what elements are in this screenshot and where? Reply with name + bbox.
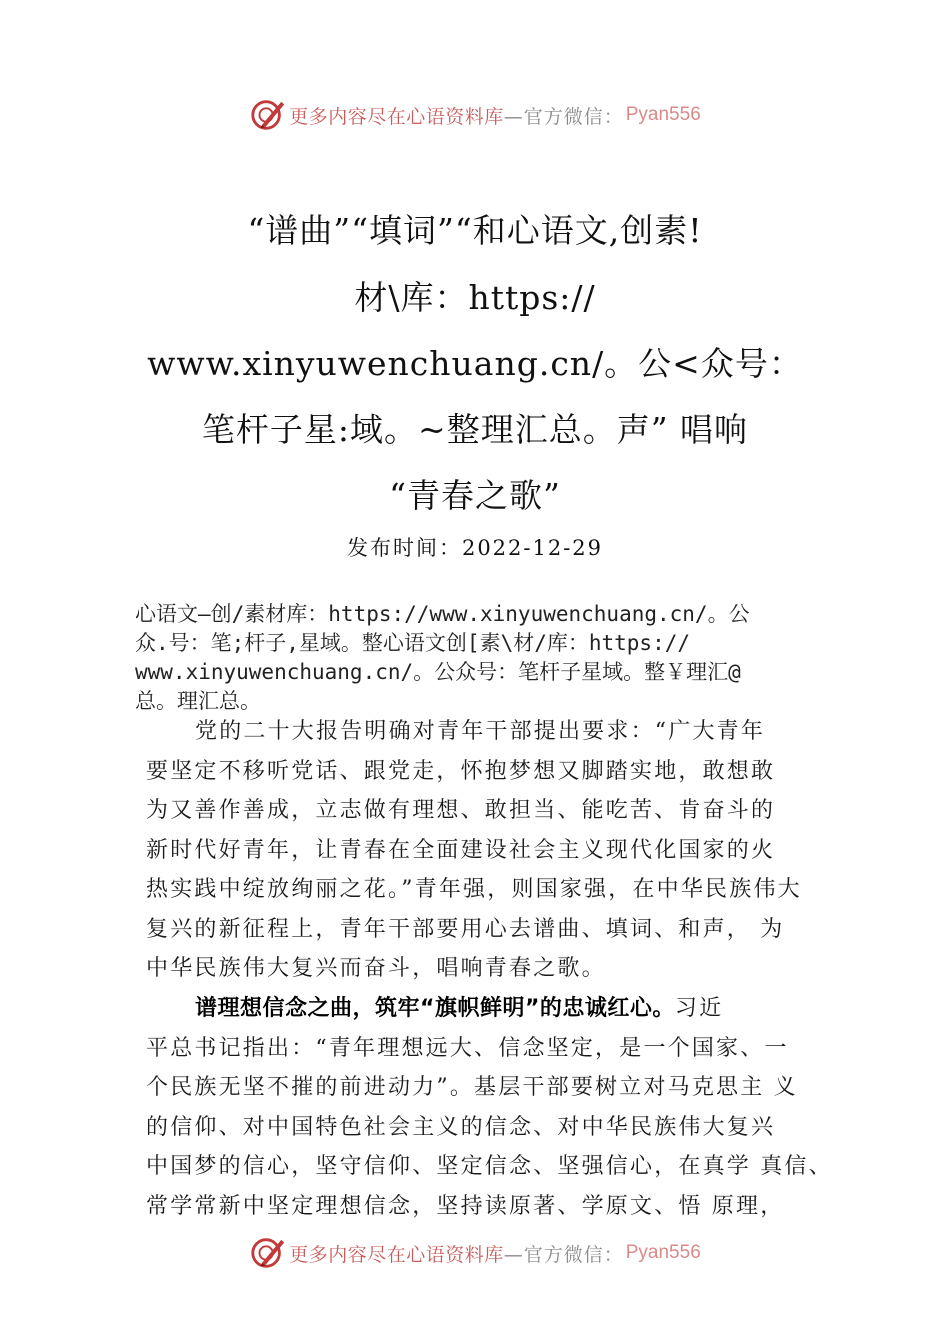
title-line-4: 笔杆子星:域。~整理汇总。声” 唱响 <box>201 410 749 449</box>
paragraph-2-line-5: 中国梦的信心，坚守信仰、坚定信念、坚强信心，在真学 真信、 <box>146 1154 833 1179</box>
title-line-1: “谱曲”“填词”“和心语文,创素! <box>247 211 703 250</box>
intro-line-4: 总。理汇总。 <box>135 689 261 713</box>
watermark-header <box>0 95 950 135</box>
paragraph-2-line-4: 的信仰、对中国特色社会主义的信念、对中华民族伟大复兴 <box>146 1115 776 1140</box>
pen-logo-icon <box>249 96 287 134</box>
paragraph-2-line-1 <box>195 991 723 1022</box>
watermark-wechat-id: Pyan556 <box>625 104 701 125</box>
watermark-sub-text: —官方微信： <box>503 1243 624 1266</box>
paragraph-1-line-3: 为又善作善成，立志做有理想、敢担当、能吃苦、肯奋斗的 <box>146 798 776 823</box>
title-line-3: www.xinyuwenchuang.cn/。公<众号： <box>147 344 803 383</box>
paragraph-2-line-3: 个民族无坚不摧的前进动力”。基层干部要树立对马克思主 义 <box>146 1075 798 1100</box>
paragraph-2-heading: 谱理想信念之曲，筑牢“旗帜鲜明”的忠诚红心。 <box>195 996 675 1021</box>
paragraph-2-line-6: 常学常新中坚定理想信念，坚持读原著、学原文、悟 原理， <box>146 1194 785 1219</box>
paragraph-2-first-line-rest: 习近 <box>674 996 724 1021</box>
title-line-2: 材\库：https:// <box>354 278 596 317</box>
paragraph-1-line-6: 复兴的新征程上，青年干部要用心去谱曲、填词、和声， 为 <box>146 917 785 942</box>
paragraph-1-line-1: 党的二十大报告明确对青年干部提出要求：“广大青年 <box>195 719 766 744</box>
watermark-footer <box>0 1233 950 1273</box>
watermark-main-text: 更多内容尽在心语资料库 <box>289 1243 504 1266</box>
intro-line-1: 心语文—创/素材库：https://www.xinyuwenchuang.cn/。公 <box>135 602 750 626</box>
watermark-sub-text: —官方微信： <box>503 105 624 128</box>
pen-logo-icon <box>249 1234 287 1272</box>
title-line-5: “青春之歌” <box>389 476 561 515</box>
paragraph-1-line-2: 要坚定不移听党话、跟党走，怀抱梦想又脚踏实地，敢想敢 <box>146 759 776 784</box>
watermark-wechat-id: Pyan556 <box>625 1242 701 1263</box>
paragraph-2-line-2: 平总书记指出：“青年理想远大、信念坚定，是一个国家、一 <box>146 1036 789 1061</box>
publish-date: 发布时间：2022-12-29 <box>346 536 604 560</box>
paragraph-1-line-7: 中华民族伟大复兴而奋斗，唱响青春之歌。 <box>146 956 606 981</box>
intro-line-3: www.xinyuwenchuang.cn/。公众号：笔杆子星域。整￥理汇@ <box>135 660 741 684</box>
watermark-main-text: 更多内容尽在心语资料库 <box>289 105 504 128</box>
paragraph-1-line-4: 新时代好青年，让青春在全面建设社会主义现代化国家的火 <box>146 838 776 863</box>
paragraph-1-line-5: 热实践中绽放绚丽之花。”青年强，则国家强，在中华民族伟大 <box>146 877 802 902</box>
intro-line-2: 众.号：笔;杆子,星域。整心语文创[素\材/库：https:// <box>135 631 691 655</box>
